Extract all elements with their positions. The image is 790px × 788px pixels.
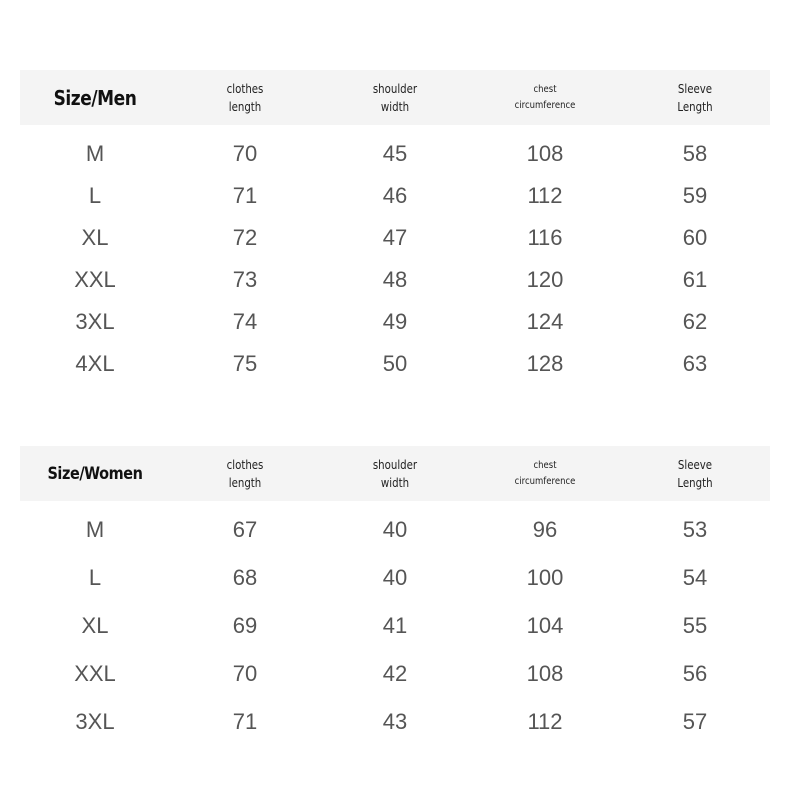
shoulder-width-cell: 49: [382, 309, 408, 334]
header-sleeve-length: [631, 446, 759, 501]
header-label-line2: circumference: [514, 475, 576, 487]
chest-cell: 112: [527, 183, 563, 208]
size-cell: XXL: [74, 661, 116, 686]
clothes-length-cell: 74: [232, 309, 258, 334]
clothes-length-cell: 68: [232, 565, 258, 590]
clothes-length-cell: 72: [232, 225, 258, 250]
men-table-title: Size/Men: [53, 85, 137, 110]
header-label-line2: width: [380, 475, 410, 490]
header-chest-circumference: [481, 70, 609, 125]
header-label-line2: length: [228, 99, 262, 114]
size-cell: XXL: [74, 267, 116, 292]
clothes-length-cell: 70: [232, 141, 258, 166]
header-label-line2: circumference: [514, 99, 576, 111]
sleeve-length-cell: 53: [682, 517, 708, 542]
size-cell: L: [88, 183, 102, 208]
size-cell: 3XL: [75, 709, 115, 734]
sleeve-length-cell: 56: [682, 661, 708, 686]
sleeve-length-cell: 58: [682, 141, 708, 166]
shoulder-width-cell: 40: [382, 517, 408, 542]
men-table-header: [20, 70, 770, 125]
size-cell: XL: [81, 225, 109, 250]
header-label-line2: width: [380, 99, 410, 114]
header-label-line1: clothes: [226, 81, 264, 96]
header-shoulder-width: [331, 70, 459, 125]
chest-cell: 124: [526, 309, 564, 334]
sleeve-length-cell: 59: [682, 183, 708, 208]
shoulder-width-cell: 42: [382, 661, 408, 686]
shoulder-width-cell: 48: [382, 267, 408, 292]
chest-cell: 100: [526, 565, 564, 590]
size-cell: M: [85, 141, 105, 166]
size-cell: XL: [81, 613, 109, 638]
header-label-line2: Length: [677, 99, 713, 114]
chest-cell: 128: [526, 351, 564, 376]
sleeve-length-cell: 62: [682, 309, 708, 334]
clothes-length-cell: 70: [232, 661, 258, 686]
header-shoulder-width: [331, 446, 459, 501]
header-clothes-length: [181, 70, 309, 125]
chest-cell: 108: [526, 661, 564, 686]
shoulder-width-cell: 47: [382, 225, 408, 250]
shoulder-width-cell: 50: [382, 351, 408, 376]
sleeve-length-cell: 54: [682, 565, 708, 590]
header-label-line1: chest: [533, 83, 557, 95]
shoulder-width-cell: 46: [382, 183, 408, 208]
sleeve-length-cell: 60: [682, 225, 708, 250]
chest-cell: 104: [526, 613, 564, 638]
shoulder-width-cell: 41: [382, 613, 408, 638]
sleeve-length-cell: 57: [682, 709, 708, 734]
chest-cell: 108: [526, 141, 564, 166]
men-size-table: [20, 70, 770, 376]
size-cell: L: [88, 565, 102, 590]
chest-cell: 96: [532, 517, 558, 542]
chest-cell: 116: [527, 225, 563, 250]
shoulder-width-cell: 45: [382, 141, 408, 166]
shoulder-width-cell: 40: [382, 565, 408, 590]
header-label-line1: chest: [533, 459, 557, 471]
size-cell: 4XL: [75, 351, 115, 376]
header-label-line1: Sleeve: [677, 457, 713, 472]
size-cell: M: [85, 517, 105, 542]
clothes-length-cell: 69: [232, 613, 258, 638]
header-label-line1: clothes: [226, 457, 264, 472]
clothes-length-cell: 71: [232, 183, 258, 208]
sleeve-length-cell: 63: [682, 351, 708, 376]
header-label-line1: shoulder: [372, 457, 418, 472]
sleeve-length-cell: 55: [682, 613, 708, 638]
women-size-table: [20, 446, 770, 734]
header-label-line2: length: [228, 475, 262, 490]
women-table-title: Size/Women: [47, 463, 143, 484]
shoulder-width-cell: 43: [382, 709, 408, 734]
header-label-line1: Sleeve: [677, 81, 713, 96]
clothes-length-cell: 73: [232, 267, 258, 292]
clothes-length-cell: 67: [232, 517, 258, 542]
header-label-line2: Length: [677, 475, 713, 490]
header-chest-circumference: [481, 446, 609, 501]
header-label-line1: shoulder: [372, 81, 418, 96]
chest-cell: 112: [527, 709, 563, 734]
chest-cell: 120: [526, 267, 564, 292]
women-table-header: [20, 446, 770, 501]
header-clothes-length: [181, 446, 309, 501]
size-cell: 3XL: [75, 309, 115, 334]
header-sleeve-length: [631, 70, 759, 125]
clothes-length-cell: 75: [232, 351, 258, 376]
clothes-length-cell: 71: [232, 709, 258, 734]
sleeve-length-cell: 61: [682, 267, 708, 292]
